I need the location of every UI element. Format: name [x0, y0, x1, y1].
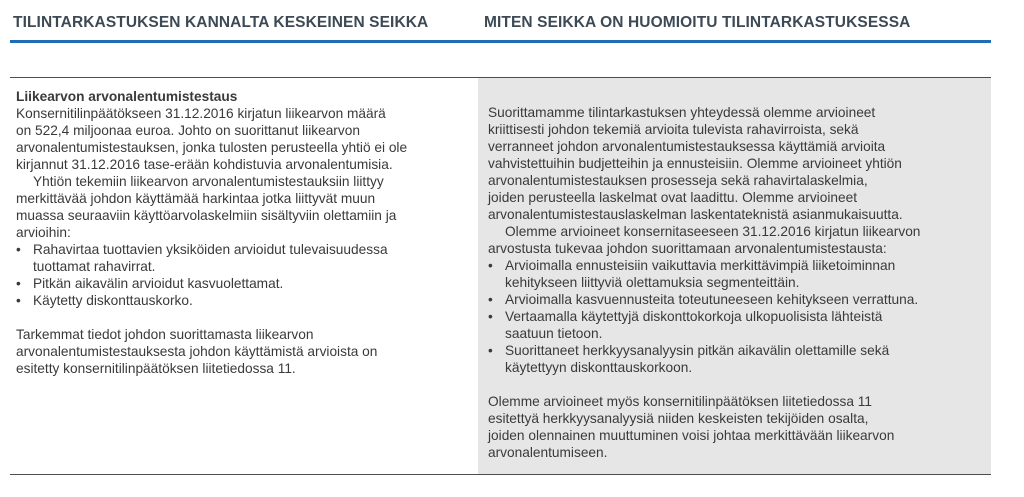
text-line: arvonalentumiseen.: [488, 445, 608, 460]
text-line: • Arvioimalla ennusteisiin vaikuttavia merkittävimpiä liiketoiminnan: [505, 258, 896, 273]
matter-paragraph-2: [16, 173, 407, 241]
text-line: • Arvioimalla kasvuennusteita toteutuneeseen kehitykseen verrattuna.: [505, 292, 919, 307]
matter-paragraph-3: [16, 326, 407, 377]
text-line: joiden olennainen muuttuminen voisi johtaa merkittävään liikearvon: [488, 428, 895, 443]
text-line: kriittisesti johdon tekemiä arvioita tulevista rahavirroista, sekä: [488, 122, 859, 137]
row-top-divider: [10, 77, 991, 78]
bullet-item: [488, 342, 920, 376]
text-line: muassa seuraaviin käyttöarvolaskelmiin sisältyviin olettamiin ja: [16, 208, 397, 223]
text-line: Konsernitilinpäätökseen 31.12.2016 kirjatun liikearvon määrä: [16, 106, 386, 121]
text-line: kehitykseen liittyviä olettamuksia segmenteittäin.: [505, 275, 800, 290]
text-line: verranneet johdon arvonalentumistestauksessa käyttämiä arvioita: [488, 139, 886, 154]
audit-response-column: [488, 104, 920, 461]
text-line: • Pitkän aikavälin arvioidut kasvuolettamat.: [33, 276, 284, 291]
left-column-heading: TILINTARKASTUKSEN KANNALTA KESKEINEN SEIKKA: [13, 14, 429, 31]
row-bottom-divider: [10, 474, 991, 475]
text-line: joiden perusteella laskelmat ovat laadittu. Olemme arvioineet: [488, 190, 857, 205]
text-line: • Rahavirtaa tuottavien yksiköiden arvioidut tulevaisuudessa: [33, 242, 388, 257]
response-bullet-list: [488, 257, 920, 376]
bullet-item: [16, 292, 407, 309]
bullet-item: [488, 308, 920, 342]
text-line: tuottamat rahavirrat.: [33, 259, 156, 274]
text-line: käytettyyn diskonttauskorkoon.: [505, 360, 693, 375]
paragraph-spacer: [16, 309, 407, 326]
text-line: Yhtiön tekemiin liikearvon arvonalentumistestauksiin liittyy: [33, 174, 384, 189]
response-paragraph-2: [488, 223, 920, 257]
text-line: arvonalentumistestauksesta johdon käyttämistä arvioista on: [16, 344, 378, 359]
text-line: Olemme arvioineet konsernitaseeseen 31.12.2016 kirjatun liikearvon: [505, 224, 921, 239]
text-line: arvonalentumistestauslaskelman laskentateknistä asianmukaisuutta.: [488, 207, 903, 222]
text-line: Olemme arvioineet myös konsernitilinpäätöksen liitetiedossa 11: [488, 394, 872, 409]
text-line: Suorittamamme tilintarkastuksen yhteydessä olemme arvioineet: [488, 105, 876, 120]
text-line: esitetty konsernitilinpäätöksen liitetiedossa 11.: [16, 361, 296, 376]
text-line: Tarkemmat tiedot johdon suorittamasta liikearvon: [16, 327, 314, 342]
text-line: esitettyä herkkyysanalyysiä niiden keskeisten tekijöiden osalta,: [488, 411, 869, 426]
response-paragraph-1: [488, 104, 920, 223]
key-audit-matter-column: [16, 88, 407, 377]
text-line: merkittävää johdon käyttämää harkintaa jotka liittyvät muun: [16, 191, 376, 206]
text-line: saatuun tietoon.: [505, 326, 603, 341]
text-line: arvonalentumistestauksen prosesseja sekä rahavirtalaskelmia,: [488, 173, 868, 188]
paragraph-spacer: [488, 376, 920, 393]
text-line: kirjannut 31.12.2016 tase-erään kohdistuvia arvonalentumisia.: [16, 157, 393, 172]
bullet-item: [488, 257, 920, 291]
text-line: • Vertaamalla käytettyjä diskonttokorkoja ulkopuolisista lähteistä: [505, 309, 883, 324]
text-line: • Käytetty diskonttauskorko.: [33, 293, 193, 308]
text-line: vahvistettuihin budjetteihin ja ennusteisiin. Olemme arvioineet yhtiön: [488, 156, 902, 171]
right-column-heading: MITEN SEIKKA ON HUOMIOITU TILINTARKASTUKSESSA: [484, 14, 911, 31]
response-paragraph-3: [488, 393, 920, 461]
text-line: arvostusta tukevaa johdon suorittamaan arvonalentumistestausta:: [488, 241, 887, 256]
bullet-item: [16, 241, 407, 275]
matter-paragraph-1: [16, 105, 407, 173]
bullet-item: [16, 275, 407, 292]
bullet-item: [488, 291, 920, 308]
text-line: arvioihin:: [16, 225, 71, 240]
text-line: arvonalentumistestauksen, jonka tulosten perusteella yhtiö ei ole: [16, 140, 408, 155]
header-accent-rule: [10, 40, 991, 43]
text-line: on 522,4 miljoonaa euroa. Johto on suorittanut liikearvon: [16, 123, 360, 138]
text-line: • Suorittaneet herkkyysanalyysin pitkän aikavälin olettamille sekä: [505, 343, 890, 358]
matter-bullet-list: [16, 241, 407, 309]
matter-title: Liikearvon arvonalentumistestaus: [16, 89, 238, 104]
